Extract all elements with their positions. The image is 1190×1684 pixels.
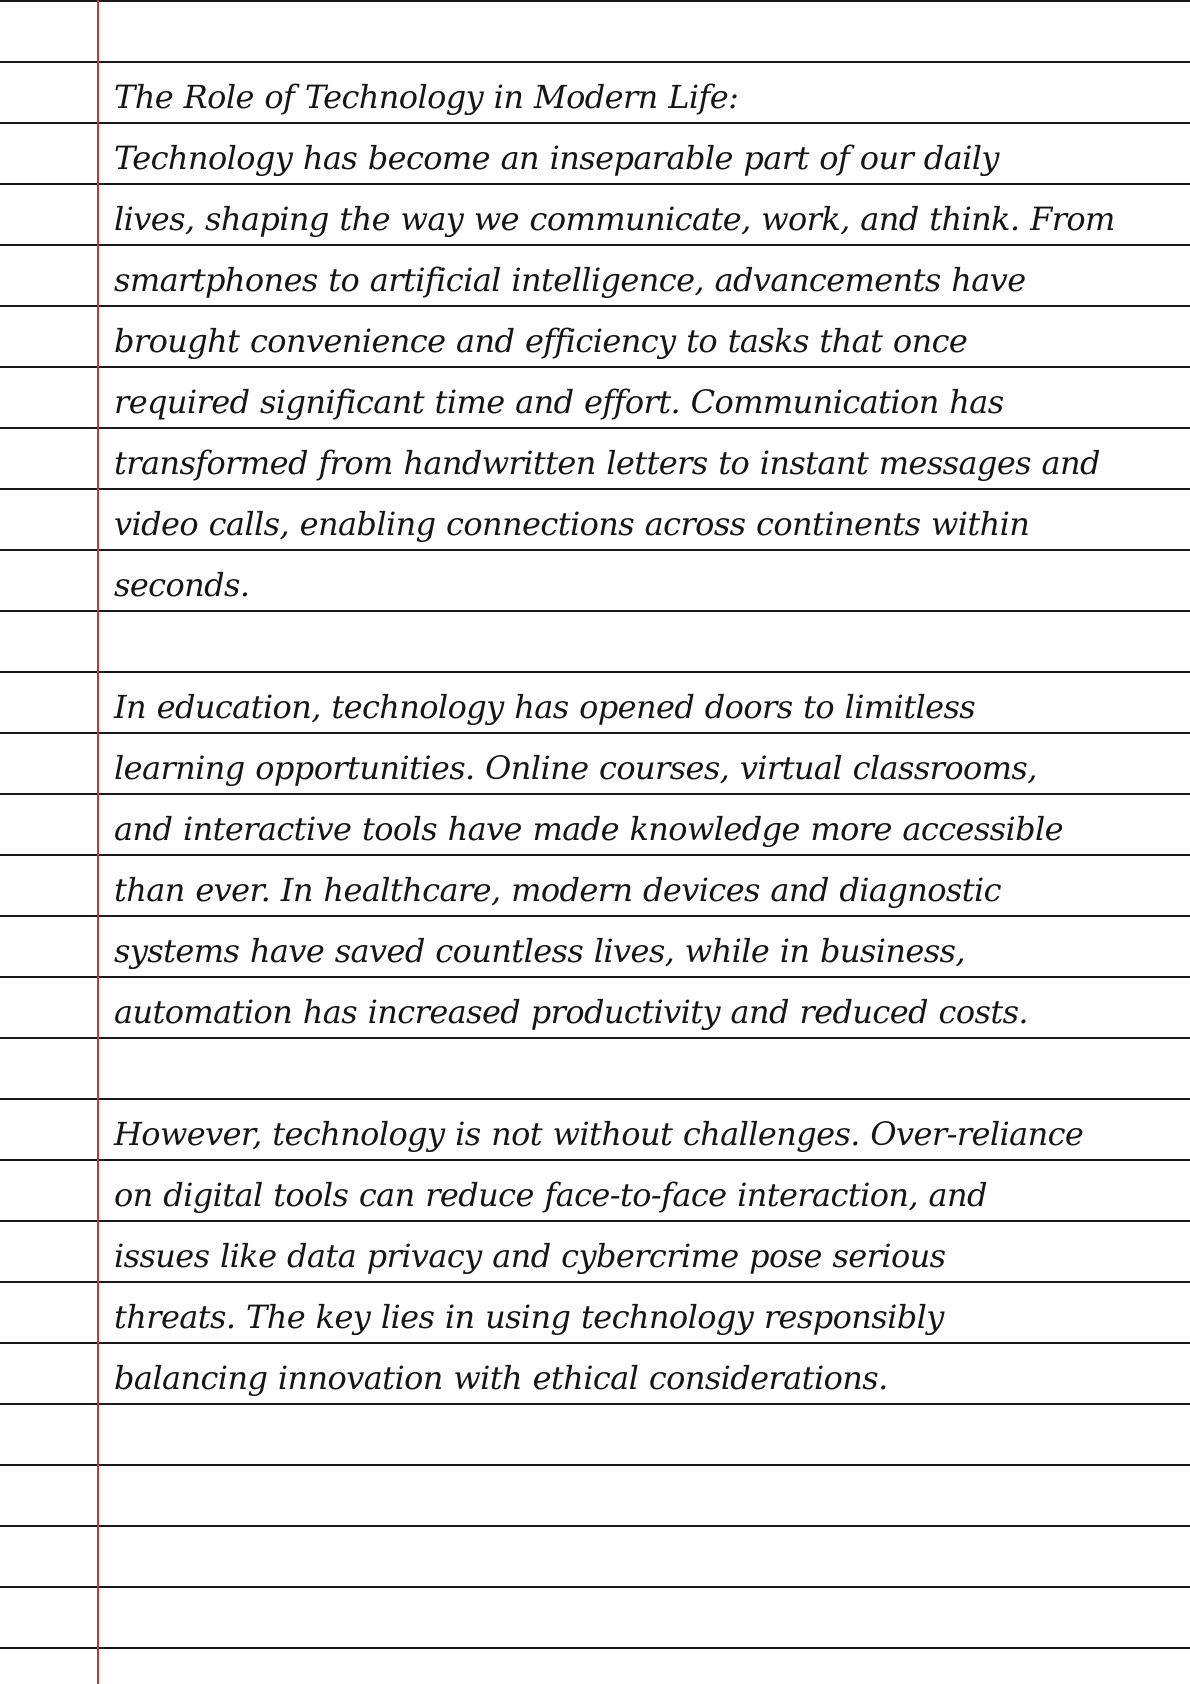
paragraph-3-line-4: threats. The key lies in using technology responsibly	[114, 1298, 944, 1336]
paragraph-3-line-5: balancing innovation with ethical considerations.	[114, 1359, 888, 1397]
ruled-line	[0, 1586, 1190, 1588]
paragraph-2-line-4: than ever. In healthcare, modern devices and diagnostic	[114, 871, 1001, 909]
ruled-line	[0, 1525, 1190, 1527]
paragraph-2-line-2: learning opportunities. Online courses, virtual classrooms,	[114, 749, 1037, 787]
paragraph-1-line-3: smartphones to artificial intelligence, advancements have	[114, 261, 1026, 299]
ruled-line	[0, 1647, 1190, 1649]
ruled-line	[0, 671, 1190, 673]
paragraph-1-line-5: required significant time and effort. Communication has	[114, 383, 1004, 421]
ruled-line	[0, 61, 1190, 63]
ruled-line	[0, 1098, 1190, 1100]
paragraph-1-line-4: brought convenience and efficiency to tasks that once	[114, 322, 968, 360]
paragraph-3-line-3: issues like data privacy and cybercrime pose serious	[114, 1237, 946, 1275]
paragraph-1-line-8: seconds.	[114, 566, 250, 604]
essay-title: The Role of Technology in Modern Life:	[114, 78, 739, 116]
paragraph-1-line-7: video calls, enabling connections across continents within	[114, 505, 1030, 543]
paragraph-2-line-1: In education, technology has opened doors to limitless	[114, 688, 976, 726]
paragraph-2-line-3: and interactive tools have made knowledge more accessible	[114, 810, 1063, 848]
paragraph-3-line-2: on digital tools can reduce face-to-face interaction, and	[114, 1176, 987, 1214]
ruled-line	[0, 1464, 1190, 1466]
ruled-line	[0, 0, 1190, 2]
paragraph-3-line-1: However, technology is not without challenges. Over-reliance	[114, 1115, 1084, 1153]
paragraph-1-line-6: transformed from handwritten letters to instant messages and	[114, 444, 1100, 482]
paragraph-2-line-6: automation has increased productivity and reduced costs.	[114, 993, 1028, 1031]
paragraph-2-line-5: systems have saved countless lives, while in business,	[114, 932, 965, 970]
paragraph-1-line-1: Technology has become an inseparable part of our daily	[114, 139, 999, 177]
paragraph-1-line-2: lives, shaping the way we communicate, work, and think. From	[114, 200, 1115, 238]
margin-line	[97, 0, 99, 1684]
